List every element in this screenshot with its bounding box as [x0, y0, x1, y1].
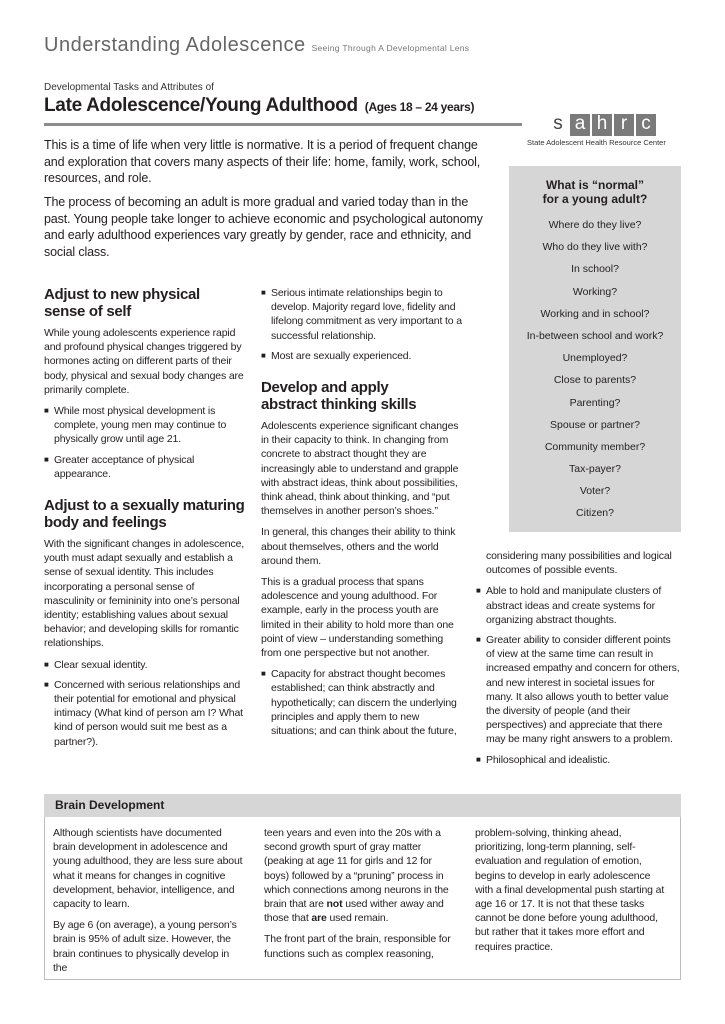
list-item-text: Philosophical and idealistic.: [486, 753, 611, 766]
normal-sidebar: [509, 166, 681, 532]
logo-letter: s: [553, 113, 563, 134]
column-1: [44, 286, 247, 755]
sidebar-item: Unemployed?: [562, 352, 628, 365]
title-rule: [44, 123, 522, 126]
brain-development-title: Brain Development: [55, 798, 165, 812]
logo-caption: State Adolescent Health Resource Center: [527, 138, 666, 147]
abstract-bullet-continued: considering many possibilities and logical outcomes of possible events.: [486, 550, 672, 577]
bullet-icon: ■: [261, 288, 266, 297]
list-item: [261, 667, 464, 738]
list-item-text: While most physical development is complete, young men may continue to physically grow until age 21.: [54, 405, 227, 446]
list-item: [261, 286, 464, 343]
series-title: [44, 34, 469, 57]
list-item: [476, 633, 681, 747]
heading-physical: Adjust to new physical sense of self: [44, 286, 200, 320]
list-item-text: Clear sexual identity.: [54, 658, 148, 671]
sidebar-item: Citizen?: [576, 507, 614, 520]
series-subtitle: Seeing Through A Developmental Lens: [311, 43, 470, 53]
bullet-icon: ■: [476, 754, 481, 764]
brain-paragraph: problem-solving, thinking ahead, prioritizing, long-term planning, self-evaluation and regulation of emotion, begins to develop in early adolescence with a final developmental push starting at age 16 or 17. It is not that these tasks cannot be done before young adulthood, but rather that it takes more effort and requires practice.: [475, 827, 665, 953]
intro-paragraph-1: This is a time of life when very little is normative. It is a period of frequent change and exploration that covers many aspects of their life: home, family, work, school, resources, and role.: [44, 138, 481, 185]
sidebar-item: Tax-payer?: [569, 463, 621, 476]
logo-letter: r: [614, 114, 634, 136]
list-item: [44, 658, 247, 672]
sidebar-list: [509, 214, 681, 525]
sidebar-item: Parenting?: [569, 396, 621, 409]
abstract-bullets-rest: [476, 584, 681, 766]
page-title: [44, 95, 474, 117]
intro-paragraph-2: The process of becoming an adult is more gradual and varied today than in the past. Young people take longer to achieve economic and psychological autonomy and early adulthood experiences vary greatly by gender, race and ethnicity, and social class.: [44, 195, 483, 259]
sidebar-item: Working and in school?: [540, 307, 650, 320]
sexual-paragraph: With the significant changes in adolescence, youth must adapt sexually and establish a sense of sexual identity. This includes incorporating a personal sense of masculinity or femininity into one’s personal identity; establishing values about sexual behavior; and developing skills for romantic relationships.: [44, 538, 245, 650]
brain-text: teen years and even into the 20s with a second growth spurt of gray matter (peaking at age 11 for girls and 12 for boys) followed by a “pruning” process in which connections among neurons in the brain that are: [264, 827, 449, 911]
list-item: [261, 349, 464, 363]
bullet-icon: ■: [44, 406, 49, 416]
sidebar-item: Spouse or partner?: [550, 418, 640, 431]
sidebar-item: Close to parents?: [553, 374, 637, 387]
bullet-icon: ■: [261, 350, 266, 360]
heading-sexual: Adjust to a sexually maturing body and feelings: [44, 497, 245, 532]
brain-emphasis: are: [311, 912, 327, 925]
column-3: [476, 549, 681, 773]
bullet-icon: ■: [44, 679, 49, 689]
abstract-paragraph-3: This is a gradual process that spans adolescence and young adulthood. For example, early in the process youth are limited in their ability to hold more than one point of view – understanding something from one perspective but not another.: [261, 576, 454, 660]
brain-text: used wither away and those that: [264, 898, 444, 925]
sexual-bullets-cont: [261, 286, 464, 363]
brain-column-3: [475, 826, 668, 961]
logo-letter: a: [570, 114, 590, 136]
logo-letter: c: [636, 114, 656, 136]
list-item: [476, 584, 681, 627]
sidebar-item: Community member?: [544, 440, 646, 453]
list-item: [44, 404, 247, 447]
list-item-text: Greater ability to consider different points of view at the same time can result in increased empathy and concern for others, and new interest in societal issues for many. It also allows youth to better value the diversity of people (and their perspectives) and appreciate that there may be many right answers to a problem.: [486, 634, 680, 746]
bullet-icon: ■: [261, 669, 266, 679]
list-item-text: Most are sexually experienced.: [271, 349, 412, 362]
brain-column-1: [53, 826, 246, 982]
brain-emphasis: not: [326, 898, 343, 911]
sidebar-item: In school?: [571, 263, 619, 276]
brain-text: used remain.: [326, 912, 389, 925]
brain-paragraph: Although scientists have documented brain development in adolescence and young adulthood, they are less sure about what it means for changes in cognitive development, behavior, intelligence, and capacity to learn.: [53, 827, 243, 911]
brain-paragraph: [264, 826, 457, 925]
physical-paragraph: While young adolescents experience rapid and profound physical changes triggered by hormones acting on different parts of their body, physical and sexual body changes are primarily complete.: [44, 327, 244, 396]
age-range: (Ages 18 – 24 years): [364, 100, 475, 114]
page-title-text: Late Adolescence/Young Adulthood: [44, 95, 358, 116]
bullet-icon: ■: [476, 635, 481, 645]
sidebar-item: Voter?: [579, 485, 611, 498]
brain-paragraph: The front part of the brain, responsible for functions such as complex reasoning,: [264, 933, 451, 960]
kicker: Developmental Tasks and Attributes of: [44, 82, 214, 93]
sidebar-item: In-between school and work?: [526, 329, 664, 342]
list-item: [44, 453, 247, 481]
bullet-icon: ■: [44, 659, 49, 669]
sidebar-item: Who do they live with?: [542, 241, 648, 254]
logo-letter: h: [592, 114, 612, 136]
series-title-text: Understanding Adolescence: [44, 34, 306, 56]
sidebar-item: Where do they live?: [548, 219, 642, 231]
abstract-paragraph-1: Adolescents experience significant changes in their capacity to think. In changing from concrete to abstract thought they are increasingly able to understand and grapple with abstract ideas, think about possibilities, think ahead, think about thinking, and “put themselves in another person’s shoes.”: [261, 420, 459, 518]
brain-column-2: [264, 826, 457, 968]
column-2: [261, 286, 464, 744]
sidebar-item: Working?: [572, 285, 618, 298]
sahrc-logo: [548, 114, 656, 136]
bullet-icon: ■: [476, 586, 481, 596]
brain-paragraph: By age 6 (on average), a young person’s brain is 95% of adult size. However, the brain continues to physically develop in the: [53, 919, 237, 974]
physical-bullets: [44, 404, 247, 481]
list-item-text: Serious intimate relationships begin to develop. Majority regard love, fidelity and lifelong commitment as very important to a successful relationship.: [271, 287, 462, 342]
abstract-bullets: [261, 667, 464, 738]
list-item-text: Concerned with serious relationships and their potential for emotional and physical intimacy (What kind of person am I? What kind of person would suit me best as a partner?).: [54, 678, 243, 748]
sexual-bullets: [44, 658, 247, 749]
list-item: [44, 678, 247, 749]
abstract-paragraph-2: In general, this changes their ability to think about themselves, others and the world around them.: [261, 526, 456, 567]
list-item-text: Able to hold and manipulate clusters of abstract ideas and create systems for organizing abstract thoughts.: [486, 585, 662, 626]
list-item-text: Capacity for abstract thought becomes established; can think abstractly and hypothetically; can discern the underlying principles and apply them to new situations; and can think about the future,: [271, 668, 457, 738]
brain-development-header: [44, 794, 681, 817]
sidebar-title: What is “normal” for a young adult?: [542, 178, 648, 206]
bullet-icon: ■: [44, 454, 49, 464]
list-item-text: Greater acceptance of physical appearance.: [54, 453, 195, 480]
heading-abstract: Develop and apply abstract thinking skills: [261, 379, 417, 414]
list-item: [476, 753, 681, 767]
